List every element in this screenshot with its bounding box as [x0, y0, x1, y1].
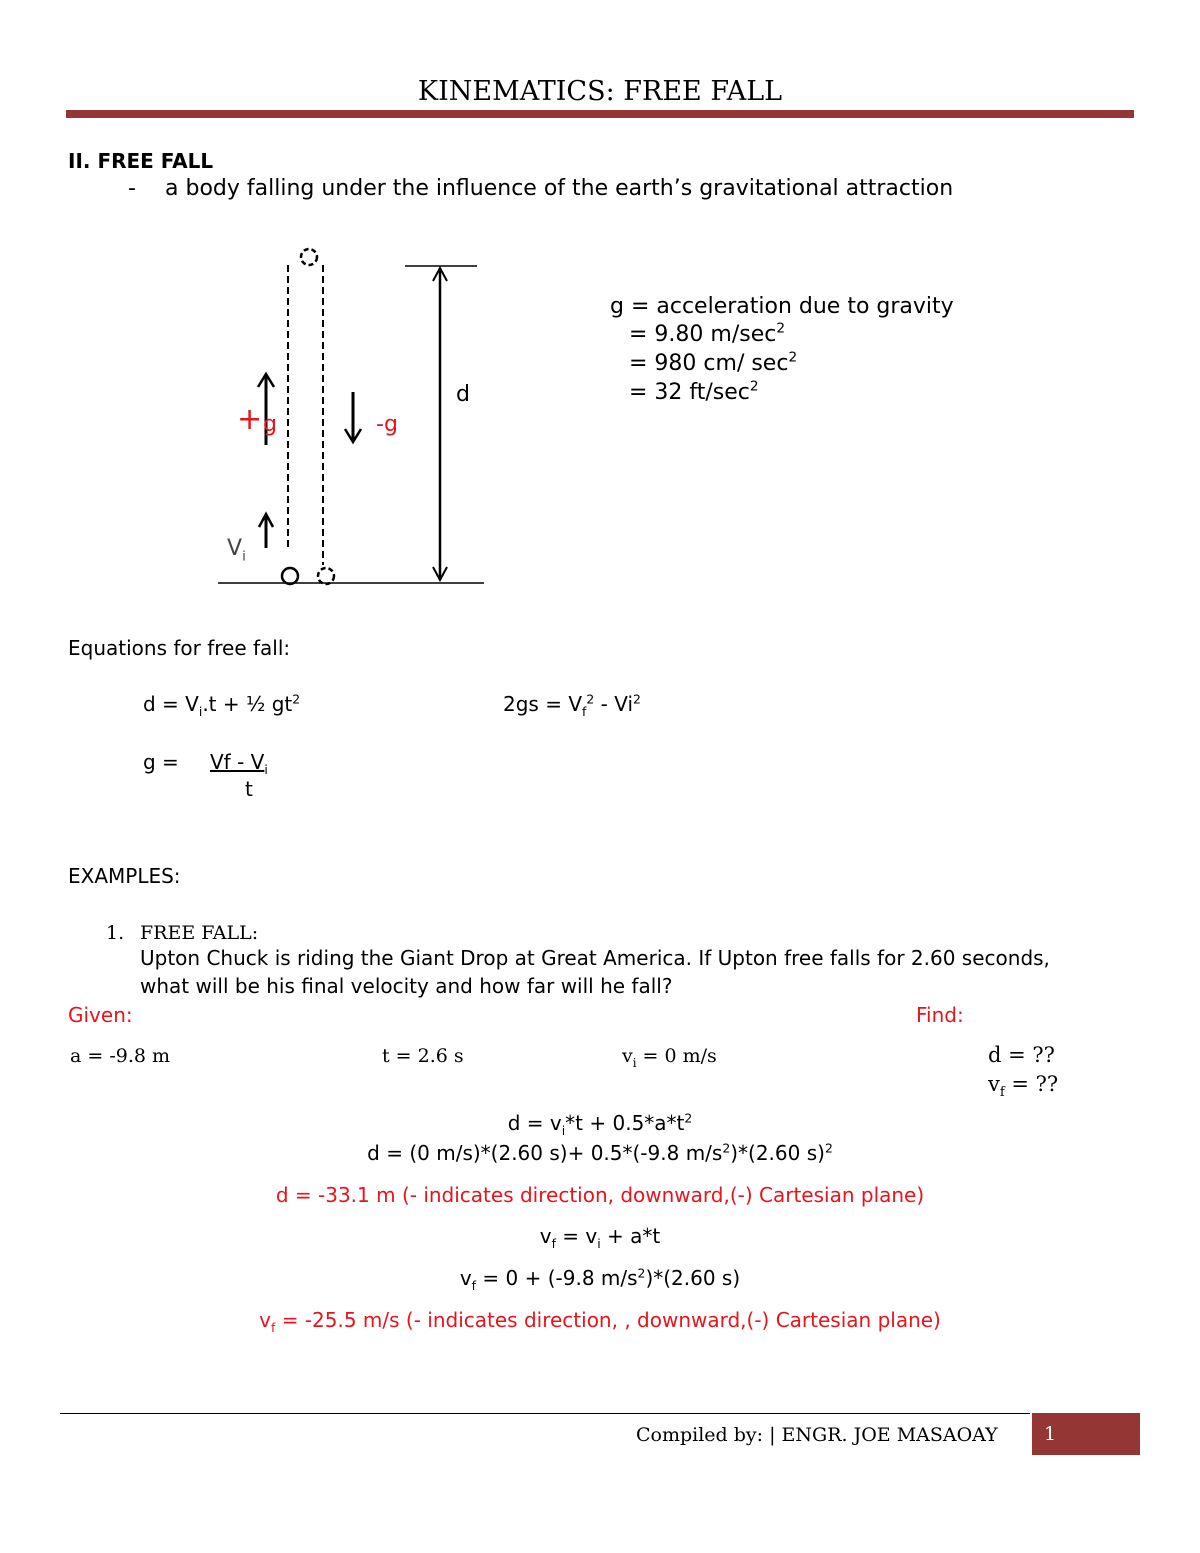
gravity-value-imperial: = 32 $ft/\sec^2$	[629, 378, 759, 405]
gravity-value-cgs: = 980 cm/ $\sec^2$	[629, 349, 798, 376]
problem-line-1: Upton Chuck is riding the Giant Drop at Great America. If Upton free falls for 2.60 seconds,	[140, 946, 1050, 970]
gravity-definition: g = acceleration due to gravity	[610, 294, 954, 319]
example-number: 1.	[106, 922, 125, 944]
plus-sign: +	[237, 402, 263, 437]
examples-heading: EXAMPLES:	[68, 864, 181, 888]
given-acceleration: a = -9.8 m	[70, 1045, 171, 1067]
solution-velocity-substitution: $v_f = 0 + (-9.8$ $m/s^2)*(2.60$ s)	[459, 1265, 741, 1293]
ball-end-icon	[318, 568, 334, 584]
example-title: FREE FALL:	[140, 922, 259, 944]
equations-heading: Equations for free fall:	[68, 636, 291, 660]
find-label: Find:	[916, 1003, 964, 1027]
page-title: KINEMATICS: FREE FALL	[417, 76, 783, 107]
initial-velocity-label: $V_i$	[227, 536, 246, 565]
equation-g-numerator: Vf - $V_i$	[210, 750, 268, 777]
footer-rule	[60, 1413, 1030, 1414]
definition-text: a body falling under the influence of the earth’s gravitational attraction	[165, 176, 954, 201]
given-time: t = 2.6 s	[382, 1045, 464, 1067]
given-initial-velocity: $v_i = 0$ m/s	[622, 1045, 717, 1070]
section-heading: II. FREE FALL	[68, 149, 214, 173]
plus-g-label: g	[263, 412, 277, 437]
equation-velocity-squared: $2gs = V_f^2 - Vi^2$	[503, 691, 641, 719]
solution-distance-substitution: d = (0 m/s)*(2.60 s)+ 0.5*(-9.8 $m/s^2)*(2.60$ s)$^2$	[367, 1140, 833, 1165]
equation-g-lhs: g =	[143, 750, 179, 774]
gravity-value-si: = 9.80 $m/\sec^2$	[629, 320, 786, 347]
header-rule	[66, 110, 1134, 118]
bullet-dash: -	[128, 176, 136, 201]
minus-g-label: -g	[376, 412, 398, 437]
page-number-badge: 1	[1032, 1413, 1140, 1455]
equation-g-denominator: t	[245, 777, 253, 801]
given-label: Given:	[68, 1003, 133, 1027]
equation-distance: $d = V_i.t$ + ½ $gt^2$	[143, 691, 301, 719]
solution-velocity-formula: $v_f = v_i + a*t$	[539, 1224, 661, 1251]
ball-top-icon	[301, 249, 317, 265]
find-distance: d = ??	[988, 1043, 1055, 1067]
solution-velocity-answer: $v_f = -25.5$ m/s (- indicates direction, , downward,(-) Cartesian plane)	[259, 1308, 941, 1335]
footer-compiled-by: Compiled by: | ENGR. JOE MASAOAY	[636, 1424, 998, 1446]
problem-line-2: what will be his final velocity and how far will he fall?	[140, 974, 673, 998]
solution-distance-answer: d = -33.1 m (- indicates direction, downward,(-) Cartesian plane)	[275, 1183, 925, 1207]
solution-distance-formula: $d = v_i*t + 0.5*a*t^2$	[507, 1110, 693, 1138]
ball-start-icon	[282, 568, 298, 584]
find-final-velocity: $v_f$ = ??	[988, 1072, 1059, 1101]
distance-label: d	[456, 382, 470, 407]
